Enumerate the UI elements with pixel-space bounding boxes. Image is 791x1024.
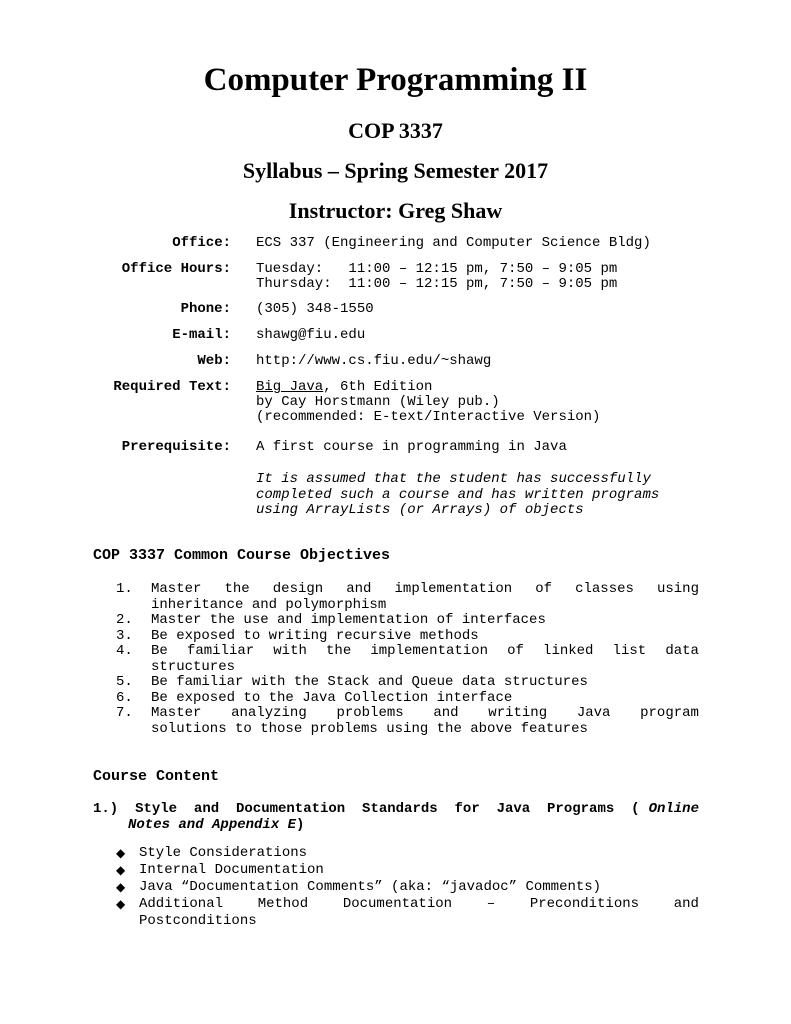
word: familiar (186, 643, 255, 659)
word: and (193, 801, 220, 817)
word: list (612, 643, 647, 659)
objective-2-line-1: Master the use and implementation of interfaces (151, 612, 546, 628)
word: classes (575, 581, 634, 597)
word: program (640, 705, 699, 721)
objective-4-line-2: structures (151, 658, 236, 675)
word: and (346, 581, 372, 597)
objective-number: 7. (116, 705, 133, 721)
word: Style (135, 801, 178, 817)
bullet-text (139, 896, 699, 913)
required-text-note: (recommended: E-text/Interactive Version) (256, 409, 601, 425)
word: Method (257, 896, 309, 912)
office-label: Office: (172, 235, 231, 251)
office-hours-tuesday: Tuesday: 11:00 – 12:15 pm, 7:50 – 9:05 pm (256, 261, 618, 277)
assumed-line-1: It is assumed that the student has successfully (256, 471, 651, 487)
word: design (272, 581, 324, 597)
section-1-heading-line-1 (93, 801, 699, 817)
section-1-suffix: ) (296, 817, 305, 833)
word: writing (488, 705, 548, 721)
objective-text (151, 675, 699, 691)
prerequisite-label: Prerequisite: (121, 439, 231, 455)
word: ( (631, 801, 640, 817)
bullet-text: Java “Documentation Comments” (aka: “javadoc” Comments) (139, 879, 602, 895)
word: data (665, 643, 699, 659)
required-text-label: Required Text: (113, 379, 231, 395)
word: Master (151, 705, 202, 721)
word: implementation (370, 643, 488, 659)
word: – (486, 896, 496, 912)
objective-text (151, 629, 699, 645)
web-label: Web: (197, 353, 231, 369)
word: Be (151, 643, 168, 659)
objective-number: 6. (116, 689, 133, 706)
diamond-bullet-icon: ◆ (116, 846, 126, 860)
objective-4-line-1 (151, 644, 699, 660)
objective-number: 2. (116, 612, 133, 628)
office-value: ECS 337 (Engineering and Computer Science Bldg) (256, 235, 651, 251)
assumed-line-3: using ArrayLists (or Arrays) of objects (256, 502, 584, 518)
objective-text (151, 582, 699, 613)
section-1-italic-a: Online (648, 801, 699, 817)
office-hours-thursday: Thursday: 11:00 – 12:15 pm, 7:50 – 9:05 pm (256, 276, 618, 292)
word: problems (336, 705, 404, 721)
prerequisite-value: A first course in programming in Java (256, 439, 567, 455)
objective-number: 3. (116, 627, 133, 644)
office-hours-label: Office Hours: (121, 261, 231, 277)
objective-text (151, 613, 699, 629)
section-1-heading (93, 801, 699, 833)
objective-number: 5. (116, 674, 133, 690)
word: Master (151, 581, 202, 597)
diamond-bullet-icon: ◆ (116, 897, 126, 911)
bullet-text: Internal Documentation (139, 862, 324, 878)
word: Programs (547, 801, 615, 817)
word: implementation (394, 581, 513, 597)
web-value: http://www.cs.fiu.edu/~shawg (256, 353, 492, 369)
word: for (454, 801, 480, 817)
section-1-italic-b: Notes and Appendix E (128, 817, 297, 833)
word: analyzing (231, 705, 307, 721)
bullet-text-continuation: Postconditions (139, 913, 257, 929)
objective-1-line-1 (151, 582, 699, 598)
section-1-heading-line-2 (93, 817, 699, 833)
objective-5-line-1: Be familiar with the Stack and Queue data structures (151, 674, 588, 690)
phone-label: Phone: (180, 301, 231, 317)
syllabus-subtitle: Syllabus – Spring Semester 2017 (242, 158, 549, 183)
word: the (224, 581, 250, 597)
word: 1.) (93, 801, 119, 817)
word: Additional (139, 896, 224, 912)
objective-7-line-2: solutions to those problems using the above features (151, 720, 588, 737)
word: Java (576, 705, 611, 721)
word: with (273, 643, 307, 659)
word: linked (543, 643, 594, 659)
word: Documentation (342, 896, 453, 912)
email-value: shawg@fiu.edu (256, 327, 366, 343)
book-title: Big Java (256, 379, 324, 395)
objective-7-line-1 (151, 706, 699, 722)
word: of (507, 643, 524, 659)
objective-number: 4. (116, 643, 133, 659)
instructor-heading: Instructor: Greg Shaw (288, 198, 503, 223)
objective-text (151, 644, 699, 675)
page-title: Computer Programming II (203, 62, 588, 98)
email-label: E-mail: (172, 327, 231, 343)
word: Standards (362, 801, 438, 817)
diamond-bullet-icon: ◆ (116, 863, 126, 877)
objective-3-line-1: Be exposed to writing recursive methods (151, 627, 479, 644)
objective-text (151, 706, 699, 737)
diamond-bullet-icon: ◆ (116, 880, 126, 894)
course-code: COP 3337 (348, 118, 443, 143)
objectives-heading: COP 3337 Common Course Objectives (93, 547, 391, 564)
objective-text (151, 691, 699, 707)
required-text-line1 (256, 380, 432, 395)
word: Java (496, 801, 531, 817)
phone-value: (305) 348-1550 (256, 301, 374, 317)
section-1-prefix (93, 801, 640, 817)
assumed-line-2: completed such a course and has written programs (256, 486, 660, 503)
course-content-heading: Course Content (93, 768, 220, 785)
book-edition: , 6th Edition (323, 379, 433, 395)
bullet-text: Style Considerations (139, 845, 308, 861)
word: and (673, 896, 699, 912)
objective-number: 1. (116, 581, 133, 597)
objective-6-line-1: Be exposed to the Java Collection interface (151, 689, 513, 706)
word: of (535, 581, 553, 597)
word: the (326, 643, 352, 659)
word: using (656, 581, 699, 597)
word: Documentation (235, 801, 346, 817)
word: and (433, 705, 459, 721)
objective-1-line-2: inheritance and polymorphism (151, 596, 387, 613)
required-text-author: by Cay Horstmann (Wiley pub.) (256, 394, 500, 410)
word: Preconditions (529, 896, 640, 912)
